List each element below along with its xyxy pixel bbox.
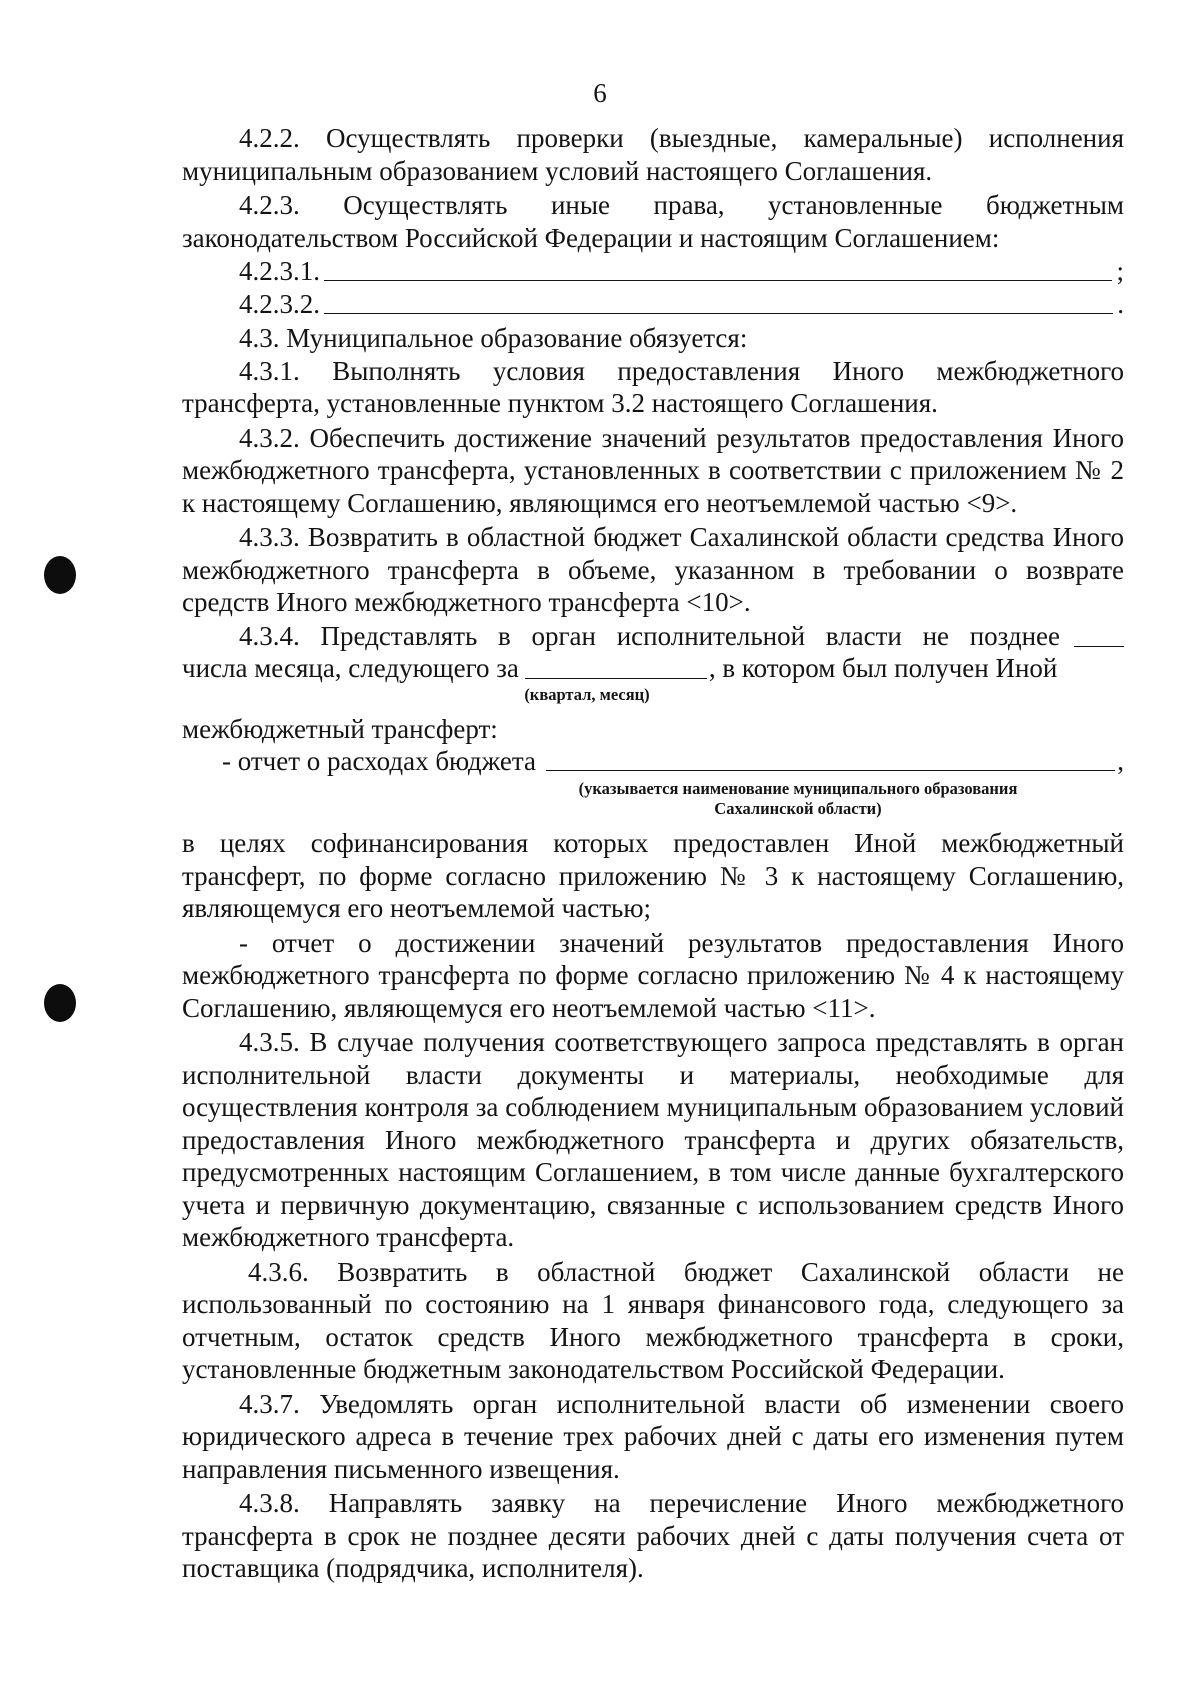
hint-period: (квартал, месяц) bbox=[524, 684, 650, 704]
paragraph-4-3-4-text-a: числа месяца, следующего за bbox=[182, 653, 519, 683]
paragraph-4-3-4-line1 bbox=[182, 621, 1124, 653]
label-4-2-3-1: 4.2.3.1. bbox=[239, 255, 320, 286]
report-results: - отчет о достижении значений результатов предоставления Иного межбюджетного трансферта по форме согласно приложению № 4 к настоящему Соглашению, являющемуся его неотъемлемой частью <11>. bbox=[182, 927, 1124, 1023]
paragraph-4-3-4-line2 bbox=[182, 653, 1124, 685]
blank-line-4-2-3-2 bbox=[182, 287, 1124, 320]
document-body bbox=[182, 122, 1124, 1585]
fill-in-line bbox=[525, 656, 707, 679]
report-expenses-continuation: в целях софинансирования которых предоставлен Иной межбюджетный трансферт, по форме согласно приложению № 3 к настоящему Соглашению, являющемуся его неотъемлемой частью; bbox=[182, 828, 1124, 923]
paragraph-4-3-4-text: 4.3.4. Представлять в орган исполнительной власти не позднее bbox=[239, 621, 1060, 651]
punch-hole-bottom bbox=[44, 984, 76, 1022]
punct-4-2-3-2: . bbox=[1117, 288, 1124, 319]
fill-in-line bbox=[324, 291, 1113, 314]
paragraph-4-3: 4.3. Муниципальное образование обязуется: bbox=[239, 323, 748, 353]
punct-4-2-3-1: ; bbox=[1116, 255, 1124, 286]
paragraph-4-3-6: 4.3.6. Возвратить в областной бюджет Сахалинской области не использованный по состоянию на 1 января финансового года, следующего за отчетным, остаток средств Иного межбюджетного трансферта в сроки, установленные бюджетным законодательством Российской Федерации. bbox=[182, 1256, 1124, 1384]
fill-in-line bbox=[546, 748, 1115, 771]
report-expenses-punct: , bbox=[1117, 745, 1124, 776]
hint-municipality: (указывается наименование муниципального образования Сахалинской области) bbox=[578, 779, 1018, 818]
paragraph-4-3-3: 4.3.3. Возвратить в областной бюджет Сахалинской области средства Иного межбюджетного трансферта в объеме, указанном в требовании о возврате средств Иного межбюджетного трансферта <10>. bbox=[182, 522, 1124, 617]
paragraph-4-3-2: 4.3.2. Обеспечить достижение значений результатов предоставления Иного межбюджетного трансферта, установленных в соответствии с приложением № 2 к настоящему Соглашению, являющимся его неотъемлемой частью <9>. bbox=[182, 422, 1124, 518]
paragraph-4-3-4-text-c: межбюджетный трансферт: bbox=[182, 713, 498, 744]
page-number: 6 bbox=[593, 78, 607, 108]
paragraph-4-3-7: 4.3.7. Уведомлять орган исполнительной власти об изменении своего юридического адреса в течение трех рабочих дней с даты его изменения путем направления письменного извещения. bbox=[182, 1388, 1124, 1484]
paragraph-4-3-4-text-b: , в котором был получен Иной bbox=[708, 653, 1058, 683]
paragraph-4-3-5: 4.3.5. В случае получения соответствующего запроса представлять в орган исполнительной власти документы и материалы, необходимые для осуществления контроля за соблюдением муниципальным образованием условий предоставления Иного межбюджетного трансферта и других обязательств, предусмотренных настоящим Соглашением, в том числе данные бухгалтерского учета и первичную документацию, связанные с использованием средств Иного межбюджетного трансферта. bbox=[182, 1027, 1124, 1252]
fill-in-line bbox=[1074, 624, 1124, 647]
paragraph-4-3-1: 4.3.1. Выполнять условия предоставления Иного межбюджетного трансферта, установленные пунктом 3.2 настоящего Соглашения. bbox=[182, 355, 1124, 418]
fill-in-line bbox=[324, 258, 1112, 281]
paragraph-4-2-2: 4.2.2. Осуществлять проверки (выездные, камеральные) исполнения муниципальным образованием условий настоящего Соглашения. bbox=[182, 123, 1124, 186]
paragraph-4-2-3: 4.2.3. Осуществлять иные права, установленные бюджетным законодательством Российской Федерации и настоящим Соглашением: bbox=[182, 190, 1124, 253]
blank-line-4-2-3-1 bbox=[182, 254, 1124, 287]
punch-hole-top bbox=[44, 556, 76, 594]
report-expenses-line bbox=[182, 745, 1124, 777]
label-4-2-3-2: 4.2.3.2. bbox=[239, 288, 320, 319]
report-expenses-label: - отчет о расходах бюджета bbox=[222, 745, 536, 776]
paragraph-4-3-8: 4.3.8. Направлять заявку на перечисление Иного межбюджетного трансферта в срок не позднее десяти рабочих дней с даты получения счета от поставщика (подрядчика, исполнителя). bbox=[182, 1488, 1124, 1583]
